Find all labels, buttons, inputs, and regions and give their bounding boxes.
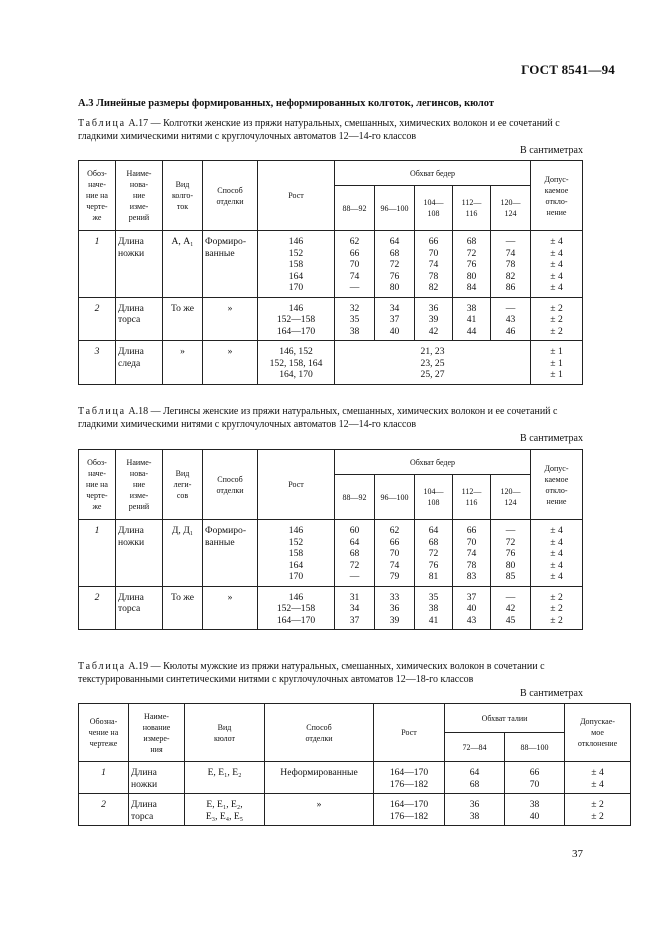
row-value: 35 38 41	[415, 586, 453, 630]
row-kind: Е, Е₁, Е₂	[185, 762, 265, 794]
table-row	[79, 341, 583, 385]
row-value: — 43 46	[491, 297, 531, 341]
table-header-row	[79, 704, 631, 733]
size-header: 120— 124	[491, 186, 531, 231]
col-header-number: Обозна- чение на чертеже	[79, 704, 129, 762]
row-value: 38 41 44	[453, 297, 491, 341]
row-kind: То же	[163, 586, 203, 630]
section-title: А.3 Линейные размеры формированных, неформированных колготок, легинсов, кюлот	[78, 98, 495, 109]
size-header: 120— 124	[491, 475, 531, 520]
row-height: 164—170 176—182	[374, 762, 445, 794]
col-header-number: Обоз- наче- ние на черте- же	[79, 450, 116, 520]
row-value: 36 38	[445, 794, 505, 826]
table-header-row	[79, 161, 583, 186]
document-code: ГОСТ 8541—94	[521, 62, 615, 77]
size-header: 104— 108	[415, 186, 453, 231]
col-header-hip-girth: Обхват бедер	[335, 450, 531, 475]
row-value: 62 66 70 74 79	[375, 520, 415, 587]
row-value: 66 70 74 78 83	[453, 520, 491, 587]
row-kind: »	[163, 341, 203, 385]
row-finish: »	[265, 794, 374, 826]
table-a17	[78, 160, 583, 385]
col-header-finish: Способ отделки	[265, 704, 374, 762]
table-row	[79, 794, 631, 826]
col-header-kind: Вид кюлот	[185, 704, 265, 762]
caption-text: А.17 — Колготки женские из пряжи натуральных, смешанных, химических волокон и ее сочетаний с гладкими химическими нитями с круглочулочных автоматов 12—14-го классов	[78, 118, 560, 142]
row-number: 1	[79, 762, 129, 794]
col-header-hip-girth: Обхват бедер	[335, 161, 531, 186]
row-tolerance: ± 4 ± 4 ± 4 ± 4 ± 4	[531, 231, 583, 298]
row-finish: »	[203, 341, 258, 385]
row-finish: »	[203, 297, 258, 341]
row-value: 60 64 68 72 —	[335, 520, 375, 587]
row-finish: Формиро- ванные	[203, 520, 258, 587]
row-height: 164—170 176—182	[374, 794, 445, 826]
row-kind: Д, Д₁	[163, 520, 203, 587]
row-kind: То же	[163, 297, 203, 341]
row-tolerance: ± 2 ± 2 ± 2	[531, 586, 583, 630]
units-label: В сантиметрах	[520, 433, 583, 444]
table-a19	[78, 703, 631, 826]
row-finish: »	[203, 586, 258, 630]
row-value: 68 72 76 80 84	[453, 231, 491, 298]
caption-text: А.19 — Кюлоты мужские из пряжи натуральных, смешанных, химических волокон в сочетании с текстурированными синтетическими нитями с круглочулочных автоматов 12—18-го классов	[78, 661, 545, 685]
row-number: 1	[79, 520, 116, 587]
row-value: 36 39 42	[415, 297, 453, 341]
units-label: В сантиметрах	[520, 688, 583, 699]
col-header-finish: Способ отделки	[203, 161, 258, 231]
table-row	[79, 520, 583, 587]
col-header-tolerance: Допус- каемое откло- нение	[531, 450, 583, 520]
col-header-name: Наиме- нова- ние изме- рений	[116, 450, 163, 520]
size-header: 96—100	[375, 186, 415, 231]
table-row	[79, 231, 583, 298]
row-number: 2	[79, 586, 116, 630]
table-header-row	[79, 450, 583, 475]
page-number: 37	[572, 848, 583, 860]
col-header-tolerance: Допус- каемое откло- нение	[531, 161, 583, 231]
row-name: Длина торса	[116, 586, 163, 630]
row-tolerance: ± 4 ± 4 ± 4 ± 4 ± 4	[531, 520, 583, 587]
table-a19-caption	[78, 661, 584, 686]
caption-text: А.18 — Легинсы женские из пряжи натуральных, смешанных, химических волокон и ее сочетаний с гладкими химическими нитями с круглочулочных автоматов 12—14-го классов	[78, 406, 558, 430]
row-value: — 74 78 82 86	[491, 231, 531, 298]
size-header: 72—84	[445, 733, 505, 762]
table-a18	[78, 449, 583, 630]
size-header: 112— 116	[453, 186, 491, 231]
row-value: — 42 45	[491, 586, 531, 630]
row-name: Длина торса	[116, 297, 163, 341]
row-name: Длина ножки	[129, 762, 185, 794]
units-label: В сантиметрах	[520, 145, 583, 156]
row-kind: А, А₁	[163, 231, 203, 298]
col-header-kind: Вид леги- сов	[163, 450, 203, 520]
row-value: 66 70 74 78 82	[415, 231, 453, 298]
col-header-finish: Способ отделки	[203, 450, 258, 520]
row-height: 146 152 158 164 170	[258, 520, 335, 587]
row-tolerance: ± 2 ± 2 ± 2	[531, 297, 583, 341]
col-header-name: Наиме- нова- ние изме- рений	[116, 161, 163, 231]
row-value: 66 70	[505, 762, 565, 794]
row-kind: Е, Е₁, Е₂, Е₃, Е₄, Е₅	[185, 794, 265, 826]
caption-word: Таблица	[78, 406, 126, 417]
table-a17-caption	[78, 118, 584, 143]
size-header: 88—100	[505, 733, 565, 762]
col-header-height: Рост	[374, 704, 445, 762]
row-finish: Формиро- ванные	[203, 231, 258, 298]
table-row	[79, 586, 583, 630]
row-number: 2	[79, 794, 129, 826]
row-value: 33 36 39	[375, 586, 415, 630]
size-header: 88—92	[335, 186, 375, 231]
row-value: 37 40 43	[453, 586, 491, 630]
table-row	[79, 762, 631, 794]
row-value: 64 68 72 76 81	[415, 520, 453, 587]
row-finish: Неформированные	[265, 762, 374, 794]
size-header: 104— 108	[415, 475, 453, 520]
row-height: 146, 152 152, 158, 164 164, 170	[258, 341, 335, 385]
table-row	[79, 297, 583, 341]
row-height: 146 152—158 164—170	[258, 297, 335, 341]
row-tolerance: ± 4 ± 4	[565, 762, 631, 794]
row-value: 64 68 72 76 80	[375, 231, 415, 298]
row-number: 2	[79, 297, 116, 341]
row-merged-value: 21, 23 23, 25 25, 27	[335, 341, 531, 385]
row-name: Длина ножки	[116, 520, 163, 587]
col-header-kind: Вид колго- ток	[163, 161, 203, 231]
row-height: 146 152 158 164 170	[258, 231, 335, 298]
row-name: Длина следа	[116, 341, 163, 385]
row-height: 146 152—158 164—170	[258, 586, 335, 630]
row-value: 64 68	[445, 762, 505, 794]
row-value: 31 34 37	[335, 586, 375, 630]
row-tolerance: ± 1 ± 1 ± 1	[531, 341, 583, 385]
col-header-waist-girth: Обхват талии	[445, 704, 565, 733]
col-header-height: Рост	[258, 450, 335, 520]
row-tolerance: ± 2 ± 2	[565, 794, 631, 826]
row-value: 32 35 38	[335, 297, 375, 341]
row-value: — 72 76 80 85	[491, 520, 531, 587]
row-number: 1	[79, 231, 116, 298]
col-header-tolerance: Допускае- мое отклонение	[565, 704, 631, 762]
col-header-number: Обоз- наче- ние на черте- же	[79, 161, 116, 231]
size-header: 96—100	[375, 475, 415, 520]
col-header-name: Наиме- нование измере- ния	[129, 704, 185, 762]
caption-word: Таблица	[78, 118, 126, 129]
size-header: 112— 116	[453, 475, 491, 520]
col-header-height: Рост	[258, 161, 335, 231]
table-a18-caption	[78, 406, 584, 431]
size-header: 88—92	[335, 475, 375, 520]
row-value: 34 37 40	[375, 297, 415, 341]
row-number: 3	[79, 341, 116, 385]
caption-word: Таблица	[78, 661, 126, 672]
row-value: 62 66 70 74 —	[335, 231, 375, 298]
row-name: Длина ножки	[116, 231, 163, 298]
row-value: 38 40	[505, 794, 565, 826]
row-name: Длина торса	[129, 794, 185, 826]
